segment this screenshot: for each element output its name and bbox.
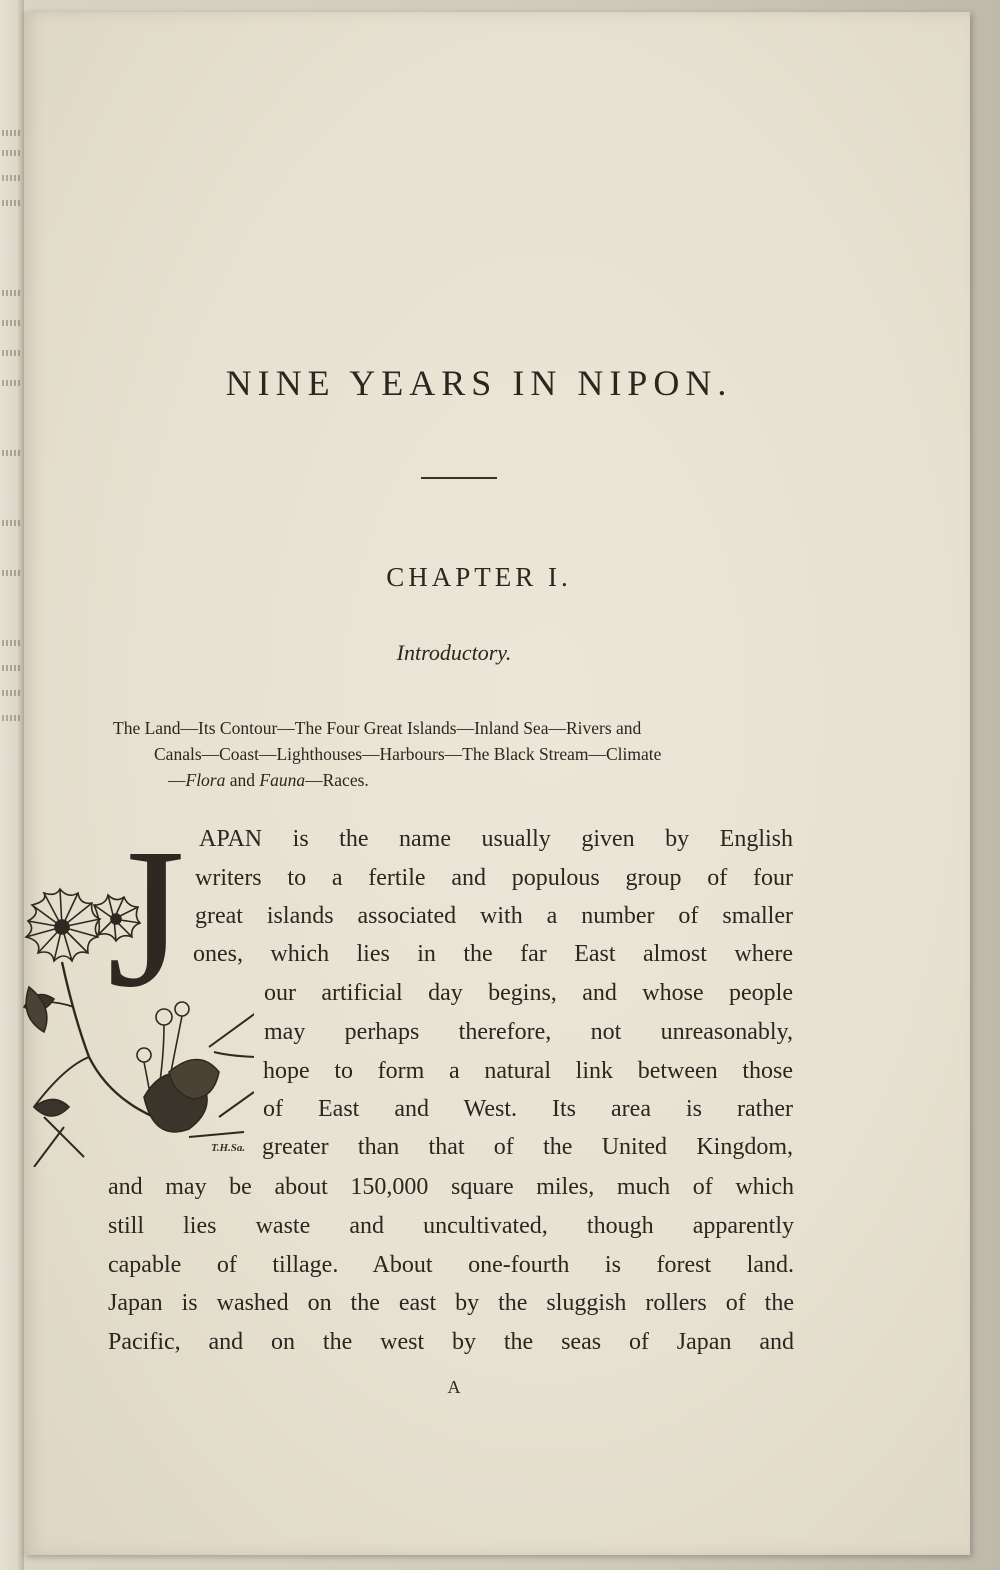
artist-initials: T.H.Sa. (211, 1142, 246, 1154)
title-rule (421, 477, 497, 479)
body-line-4: ones, which lies in the far East almost where (193, 941, 793, 967)
body-line-6: may perhaps therefore, not unreasonably, (264, 1019, 793, 1045)
body-line-14: Pacific, and on the west by the seas of Japan and (108, 1329, 794, 1355)
body-line-3: great islands associated with a number of smaller (195, 903, 793, 929)
synopsis-fauna: Fauna (259, 770, 306, 790)
synopsis-line-3 (113, 767, 793, 793)
chapter-synopsis (113, 715, 793, 793)
book-page (24, 12, 970, 1555)
synopsis-and: and (225, 770, 260, 790)
synopsis-end: —Races. (305, 770, 369, 790)
body-line-7: hope to form a natural link between those (263, 1058, 793, 1084)
dropcap-j (96, 827, 186, 1002)
body-line-2: writers to a fertile and populous group of four (195, 865, 793, 891)
body-line-5: our artificial day begins, and whose people (264, 980, 793, 1006)
dropcap-letter: J (107, 827, 185, 1002)
body-line-13: Japan is washed on the east by the sluggish rollers of the (108, 1290, 794, 1316)
body-line-12: capable of tillage. About one-fourth is forest land. (108, 1252, 794, 1278)
synopsis-flora: Flora (185, 770, 226, 790)
synopsis-dash: — (168, 770, 186, 790)
synopsis-line-1: The Land—Its Contour—The Four Great Islands—Inland Sea—Rivers and (113, 718, 642, 738)
chapter-subtitle: Introductory. (396, 640, 512, 665)
signature-mark: A (447, 1377, 461, 1397)
body-line-8: of East and West. Its area is rather (263, 1096, 793, 1122)
body-line-9: greater than that of the United Kingdom, (262, 1134, 793, 1160)
chapter-heading: CHAPTER I. (386, 562, 572, 592)
book-title: NINE YEARS IN NIPON. (225, 363, 733, 403)
synopsis-line-2: Canals—Coast—Lighthouses—Harbours—The Black Stream—Climate (154, 744, 662, 764)
facing-page-edge (0, 0, 24, 1570)
body-line-1: APAN is the name usually given by English (199, 826, 793, 852)
body-line-10: and may be about 150,000 square miles, much of which (108, 1174, 794, 1200)
body-line-11: still lies waste and uncultivated, though apparently (108, 1213, 794, 1239)
